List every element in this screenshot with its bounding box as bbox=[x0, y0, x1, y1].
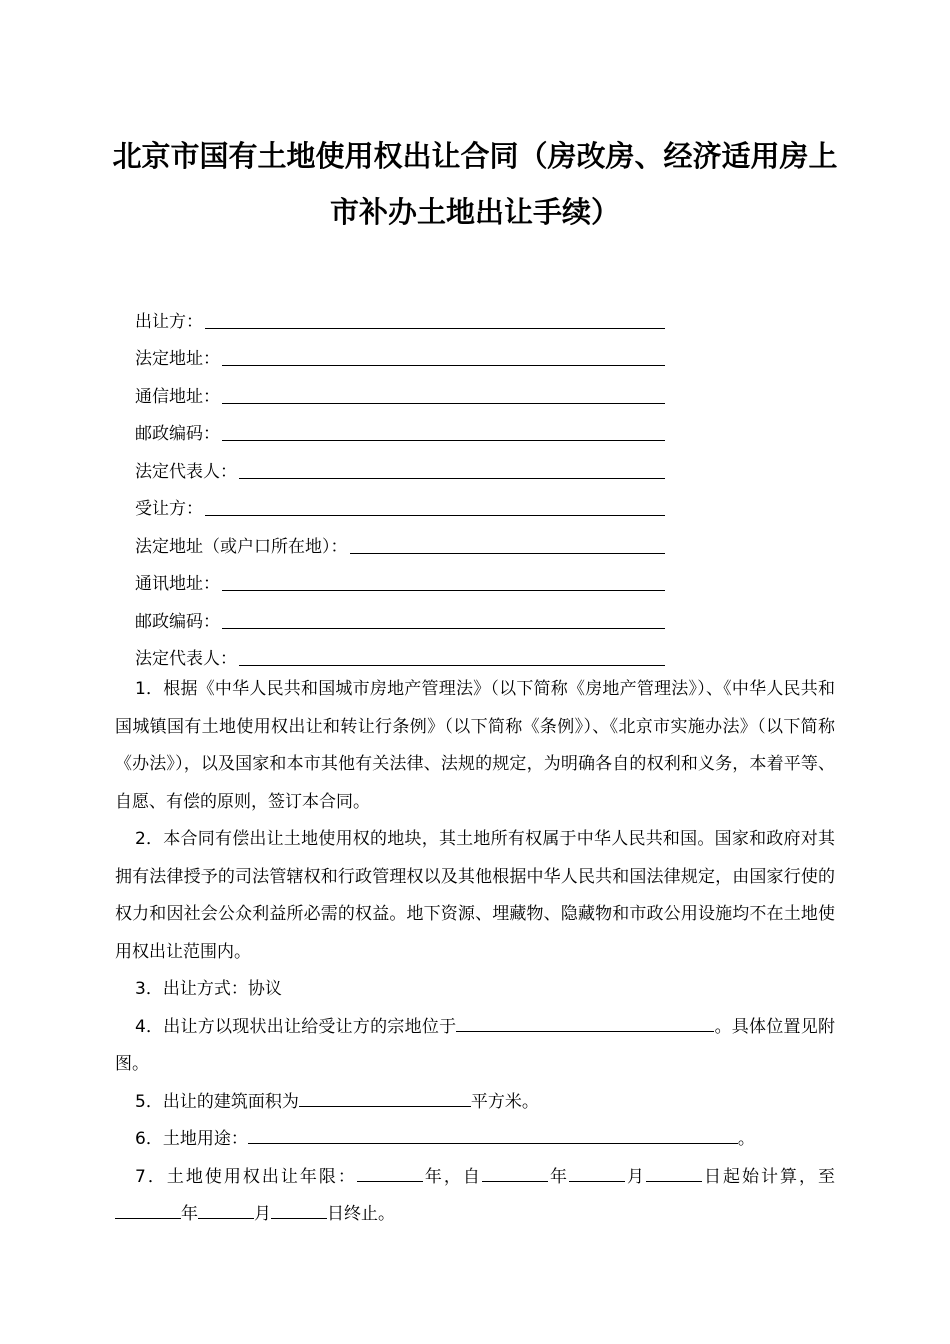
title-line-1: 北京市国有土地使用权出让合同（房改房、经济适用房上 bbox=[112, 139, 838, 173]
fill-in-blank[interactable] bbox=[205, 310, 665, 329]
clause-7-text: 月 bbox=[624, 1166, 646, 1187]
fill-in-blank[interactable] bbox=[222, 422, 665, 441]
clause-4-text: 4．出让方以现状出让给受让方的宗地位于 bbox=[135, 1016, 457, 1037]
end-month-blank[interactable] bbox=[198, 1200, 254, 1219]
fill-in-blank[interactable] bbox=[222, 572, 665, 591]
field-label: 邮政编码： bbox=[135, 611, 220, 632]
clause-7-text: 年 bbox=[547, 1166, 569, 1187]
clause-7-text: 年 bbox=[181, 1204, 198, 1224]
location-blank[interactable] bbox=[456, 1013, 714, 1032]
clause-6 bbox=[115, 1121, 835, 1159]
field-grantee-postal-code bbox=[135, 596, 665, 634]
contract-clauses bbox=[115, 671, 835, 1234]
fill-in-blank[interactable] bbox=[222, 347, 665, 366]
field-grantor-legal-rep bbox=[135, 446, 665, 484]
area-blank[interactable] bbox=[299, 1088, 471, 1107]
clause-1: 1．根据《中华人民共和国城市房地产管理法》（以下简称《房地产管理法》）、《中华人民共和国城镇国有土地使用权出让和转让行条例》（以下简称《条例》）、《北京市实施办法》（以下简称《办法》），以及国家和本市其他有关法律、法规的规定，为明确各自的权利和义务，本着平等、自愿、有偿的原则，签订本合同。 bbox=[115, 679, 835, 812]
end-year-blank[interactable] bbox=[115, 1200, 181, 1219]
field-label: 通讯地址： bbox=[135, 574, 220, 594]
field-label: 法定代表人： bbox=[135, 649, 237, 669]
clause-7-text: 月 bbox=[254, 1204, 271, 1224]
land-use-blank[interactable] bbox=[248, 1125, 738, 1144]
field-grantee-mailing-address bbox=[135, 559, 665, 597]
end-day-blank[interactable] bbox=[271, 1200, 327, 1219]
start-year-blank[interactable] bbox=[482, 1163, 548, 1182]
field-grantee bbox=[135, 484, 665, 522]
fill-in-blank[interactable] bbox=[222, 610, 665, 629]
field-label: 法定地址： bbox=[135, 349, 220, 369]
clause-4-text-end: 。具体位置见附图。 bbox=[115, 1016, 835, 1074]
field-grantor bbox=[135, 296, 665, 334]
field-grantor-postal-code bbox=[135, 409, 665, 447]
fill-in-blank[interactable] bbox=[239, 647, 665, 666]
clause-6-text: 6．土地用途： bbox=[135, 1129, 248, 1149]
field-label: 法定代表人： bbox=[135, 461, 237, 482]
fill-in-blank[interactable] bbox=[222, 385, 665, 404]
clause-7-text: 日起始计算，至 bbox=[701, 1166, 836, 1187]
clause-2: 2．本合同有偿出让土地使用权的地块，其土地所有权属于中华人民共和国。国家和政府对其拥有法律授予的司法管辖权和行政管理权以及其他根据中华人民共和国法律规定，由国家行使的权力和因社会公众利益所必需的权益。地下资源、埋藏物、隐藏物和市政公用设施均不在土地使用权出让范围内。 bbox=[115, 829, 835, 962]
clause-7 bbox=[115, 1159, 835, 1234]
clause-7-text: 7．土地使用权出让年限： bbox=[135, 1166, 357, 1187]
term-years-blank[interactable] bbox=[357, 1163, 423, 1182]
clause-7-text-end: 日终止。 bbox=[327, 1204, 395, 1224]
fill-in-blank[interactable] bbox=[350, 535, 666, 554]
clause-5 bbox=[115, 1084, 835, 1122]
clause-7-text: 年，自 bbox=[422, 1166, 482, 1187]
fill-in-blank[interactable] bbox=[239, 460, 665, 479]
field-label: 通信地址： bbox=[135, 386, 220, 407]
start-month-blank[interactable] bbox=[569, 1163, 625, 1182]
clause-5-text: 5．出让的建筑面积为 bbox=[135, 1091, 299, 1112]
field-label: 出让方： bbox=[135, 311, 203, 332]
document-title bbox=[100, 128, 850, 240]
clause-3: 3．出让方式：协议 bbox=[135, 979, 282, 999]
title-line-2: 市补办土地出让手续） bbox=[329, 195, 620, 229]
field-label: 邮政编码： bbox=[135, 424, 220, 444]
field-grantor-mailing-address bbox=[135, 371, 665, 409]
field-label: 法定地址（或户口所在地）： bbox=[135, 536, 348, 557]
start-day-blank[interactable] bbox=[646, 1163, 702, 1182]
field-grantee-legal-address bbox=[135, 521, 665, 559]
clause-6-text-end: 。 bbox=[737, 1129, 755, 1149]
party-info-fields bbox=[135, 296, 665, 671]
fill-in-blank[interactable] bbox=[205, 497, 665, 516]
clause-5-text-end: 平方米。 bbox=[470, 1091, 539, 1112]
clause-4 bbox=[115, 1009, 835, 1084]
field-grantor-legal-address bbox=[135, 334, 665, 372]
field-label: 受让方： bbox=[135, 499, 203, 519]
field-grantee-legal-rep bbox=[135, 634, 665, 672]
